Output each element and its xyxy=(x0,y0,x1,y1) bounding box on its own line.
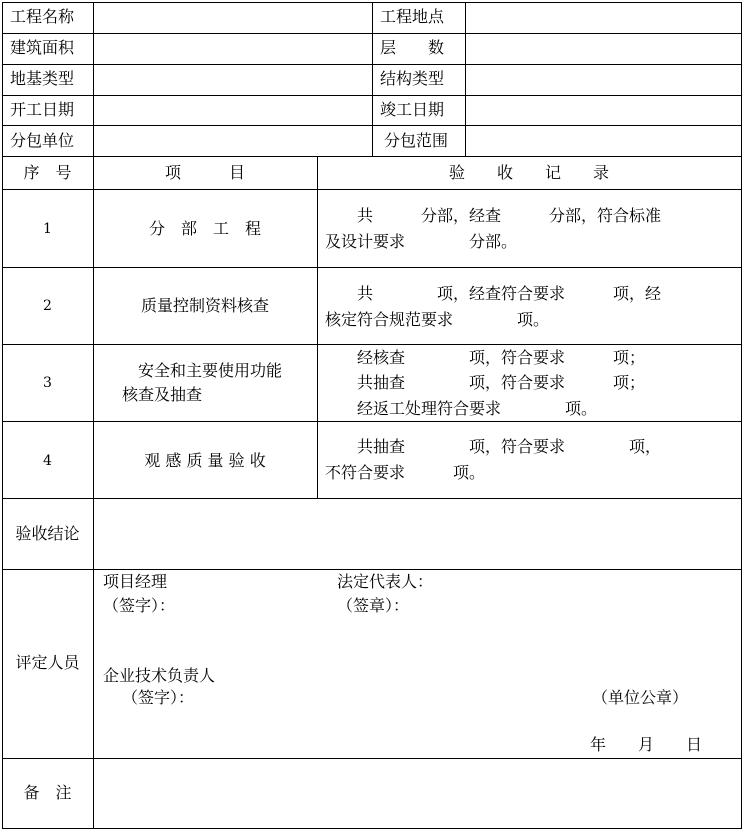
line-v-header-mid xyxy=(372,2,373,156)
item-name-2: 质量控制资料核查 xyxy=(140,296,269,315)
line-h-conclusion xyxy=(2,569,742,570)
field-project-location[interactable] xyxy=(466,3,741,33)
item-record-4-line2: 不符合要求 项。 xyxy=(325,463,486,482)
item-record-1-line1: 共 分部，经查 分部，符合标准 xyxy=(325,206,662,225)
line-h-row5 xyxy=(2,156,742,157)
item-record-3-line2: 共抽查 项，符合要求 项； xyxy=(325,373,646,392)
label-subcontract-scope: 分包范围 xyxy=(384,131,449,150)
column-header-record: 验 收 记 录 xyxy=(448,163,609,182)
label-completion-date: 竣工日期 xyxy=(380,100,445,119)
item-seq-1: 1 xyxy=(43,221,52,237)
tech-lead-sign: （签字）： xyxy=(122,688,195,707)
evaluation-date: 年 月 日 xyxy=(590,735,703,754)
field-project-name[interactable] xyxy=(94,3,372,33)
item-record-1-line2: 及设计要求 分部。 xyxy=(325,232,518,251)
field-foundation-type[interactable] xyxy=(94,65,372,95)
line-v-right xyxy=(741,2,742,829)
label-start-date: 开工日期 xyxy=(10,100,75,119)
field-subcontractor[interactable] xyxy=(94,126,372,156)
label-structure-type: 结构类型 xyxy=(380,69,445,88)
line-v-items xyxy=(317,156,318,498)
item-name-4: 观 感 质 量 验 收 xyxy=(144,451,266,470)
unit-seal: （单位公章） xyxy=(592,688,689,707)
item-name-3-line2: 核查及抽查 xyxy=(122,385,203,404)
item-record-4-line1: 共抽查 项，符合要求 项， xyxy=(325,437,662,456)
line-h-item1 xyxy=(2,267,742,268)
label-floors: 层 数 xyxy=(380,38,445,57)
evaluators-label: 评定人员 xyxy=(15,653,80,672)
item-seq-4: 4 xyxy=(43,453,52,469)
item-record-3-line1: 经核查 项，符合要求 项； xyxy=(325,348,646,367)
item-seq-3: 3 xyxy=(43,375,52,391)
legal-rep-label: 法定代表人： xyxy=(337,572,434,591)
project-manager-label: 项目经理 xyxy=(103,572,168,591)
line-h-bottom xyxy=(2,828,742,829)
item-name-1: 分 部 工 程 xyxy=(148,219,261,238)
tech-lead-label: 企业技术负责人 xyxy=(103,666,216,685)
field-completion-date[interactable] xyxy=(466,96,741,125)
conclusion-field[interactable] xyxy=(94,499,741,569)
field-floors[interactable] xyxy=(466,34,741,64)
field-structure-type[interactable] xyxy=(466,65,741,95)
line-h-item3 xyxy=(2,421,742,422)
field-building-area[interactable] xyxy=(94,34,372,64)
remarks-label: 备 注 xyxy=(23,783,72,802)
conclusion-label: 验收结论 xyxy=(15,524,80,543)
item-record-3-line3: 经返工处理符合要求 项。 xyxy=(325,399,598,418)
field-subcontract-scope[interactable] xyxy=(466,126,741,156)
line-v-left xyxy=(2,2,3,829)
line-h-colhead xyxy=(2,189,742,190)
remarks-field[interactable] xyxy=(94,759,741,828)
label-building-area: 建筑面积 xyxy=(10,38,75,57)
label-subcontractor: 分包单位 xyxy=(10,131,75,150)
item-record-2-line1: 共 项，经查符合要求 项，经 xyxy=(325,284,662,303)
project-manager-sign: （签字）： xyxy=(103,596,176,615)
label-project-location: 工程地点 xyxy=(380,7,445,26)
line-h-item2 xyxy=(2,344,742,345)
legal-rep-seal: （签章）： xyxy=(337,596,410,615)
field-start-date[interactable] xyxy=(94,96,372,125)
item-name-3-line1: 安全和主要使用功能 xyxy=(122,361,283,380)
item-seq-2: 2 xyxy=(43,298,52,314)
column-header-item: 项 目 xyxy=(164,163,245,182)
label-foundation-type: 地基类型 xyxy=(10,69,75,88)
column-header-seq: 序 号 xyxy=(23,163,72,182)
item-record-2-line2: 核定符合规范要求 项。 xyxy=(325,310,550,329)
label-project-name: 工程名称 xyxy=(10,7,75,26)
